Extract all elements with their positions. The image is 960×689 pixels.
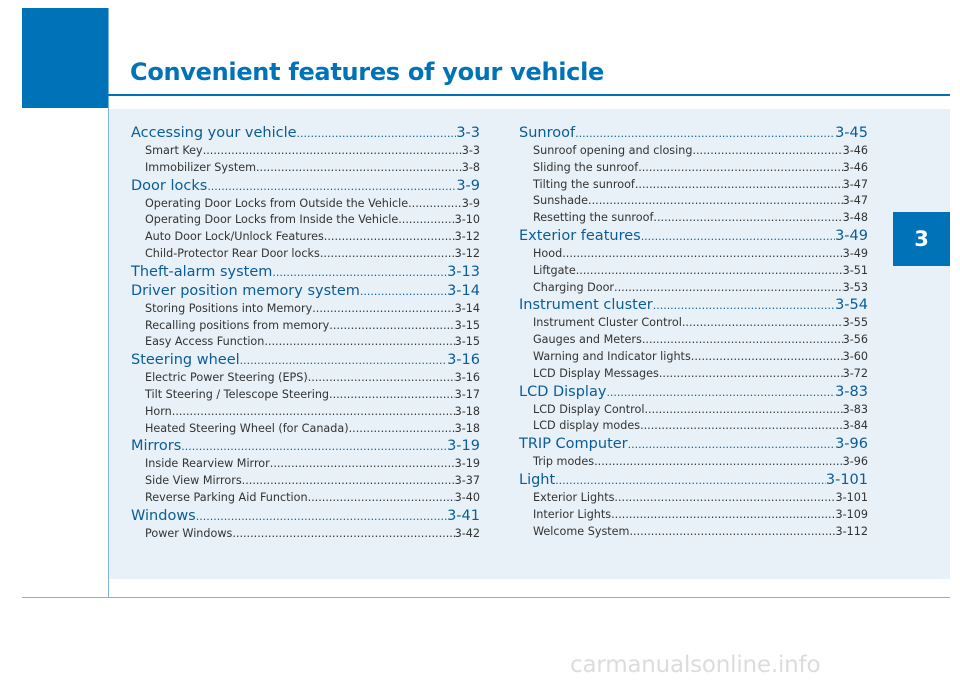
toc-leader-dots (640, 418, 843, 435)
toc-subitem-entry[interactable] (519, 160, 868, 177)
toc-leader-dots (408, 196, 462, 213)
toc-section-entry[interactable] (131, 282, 480, 301)
toc-subitem-entry[interactable] (131, 387, 480, 404)
toc-section-page: 3-101 (825, 471, 868, 488)
toc-subitem-entry[interactable] (131, 456, 480, 473)
toc-leader-dots (203, 143, 462, 160)
toc-leader-dots (629, 524, 835, 541)
toc-section-entry[interactable] (131, 351, 480, 370)
toc-section-entry[interactable] (131, 507, 480, 526)
toc-section-entry[interactable] (519, 124, 868, 143)
toc-leader-dots (653, 210, 842, 227)
toc-subitem-page: 3-9 (461, 196, 480, 210)
toc-subitem-title: Hood (533, 246, 563, 260)
toc-subitem-page: 3-60 (842, 349, 868, 363)
toc-leader-dots (653, 296, 835, 315)
toc-subitem-page: 3-53 (842, 280, 868, 294)
toc-subitem-entry[interactable] (131, 196, 480, 213)
toc-subitem-page: 3-47 (842, 177, 868, 191)
toc-subitem-page: 3-48 (842, 211, 868, 225)
toc-subitem-title: Heated Steering Wheel (for Canada) (145, 421, 349, 435)
toc-subitem-page: 3-109 (835, 507, 868, 521)
toc-leader-dots (242, 473, 455, 490)
toc-leader-dots (207, 177, 456, 196)
toc-subitem-entry[interactable] (131, 246, 480, 263)
toc-subitem-page: 3-15 (454, 318, 480, 332)
toc-subitem-title: Sliding the sunroof (533, 160, 639, 174)
toc-leader-dots (172, 404, 455, 421)
toc-subitem-title: Liftgate (533, 263, 576, 277)
toc-subitem-title: Auto Door Lock/Unlock Features (145, 230, 324, 244)
toc-section-page: 3-96 (835, 436, 868, 453)
toc-subitem-entry[interactable] (519, 454, 868, 471)
toc-subitem-entry[interactable] (131, 229, 480, 246)
toc-section-page: 3-19 (447, 438, 480, 455)
toc-section-title: TRIP Computer (519, 436, 628, 453)
toc-section-title: Sunroof (519, 125, 576, 141)
toc-section-entry[interactable] (131, 437, 480, 456)
toc-subitem-page: 3-17 (454, 387, 480, 401)
toc-subitem-entry[interactable] (131, 490, 480, 507)
toc-subitem-page: 3-8 (461, 160, 480, 174)
toc-subitem-title: Instrument Cluster Control (533, 316, 682, 330)
toc-subitem-title: Operating Door Locks from Outside the Vehicle (145, 196, 409, 210)
toc-leader-dots (628, 435, 835, 454)
toc-subitem-entry[interactable] (131, 318, 480, 335)
toc-subitem-title: Exterior Lights (533, 490, 615, 504)
toc-section-title: LCD Display (519, 383, 607, 400)
toc-section-title: Steering wheel (131, 352, 240, 369)
toc-column-left (131, 124, 480, 543)
toc-section-page: 3-13 (447, 263, 480, 280)
watermark-text: carmanualsonline.info (570, 652, 821, 678)
toc-section-title: Light (519, 471, 556, 488)
title-underline (108, 94, 950, 96)
toc-subitem-title: Recalling positions from memory (145, 318, 330, 332)
toc-subitem-page: 3-112 (835, 524, 868, 538)
toc-leader-dots (240, 351, 447, 370)
toc-subitem-title: Child-Protector Rear Door locks (145, 246, 320, 260)
toc-section-page: 3-9 (456, 177, 480, 194)
toc-subitem-page: 3-101 (835, 490, 868, 504)
toc-subitem-title: LCD Display Messages (533, 366, 659, 380)
toc-leader-dots (555, 471, 826, 490)
toc-section-title: Instrument cluster (519, 297, 653, 314)
toc-subitem-page: 3-15 (454, 335, 480, 349)
toc-leader-dots (614, 490, 835, 507)
toc-leader-dots (312, 301, 454, 318)
toc-subitem-entry[interactable] (131, 212, 480, 229)
toc-section-title: Exterior features (519, 227, 641, 244)
toc-subitem-page: 3-3 (461, 144, 480, 157)
toc-subitem-title: Charging Door (533, 280, 615, 294)
toc-section-page: 3-49 (835, 227, 868, 244)
toc-subitem-entry[interactable] (131, 370, 480, 387)
toc-subitem-title: Inside Rearview Mirror (145, 457, 270, 471)
toc-subitem-title: Tilting the sunroof (533, 177, 635, 191)
toc-leader-dots (659, 366, 843, 383)
toc-subitem-page: 3-96 (842, 455, 868, 469)
toc-subitem-entry[interactable] (519, 177, 868, 194)
toc-leader-dots (232, 526, 454, 543)
toc-subitem-title: Storing Positions into Memory (145, 301, 313, 315)
toc-subitem-title: Horn (145, 404, 172, 418)
toc-subitem-entry[interactable] (519, 246, 868, 263)
toc-subitem-page: 3-37 (454, 474, 480, 488)
toc-subitem-title: Gauges and Meters (533, 333, 642, 347)
toc-leader-dots (270, 456, 455, 473)
toc-subitem-title: Resetting the sunroof (533, 211, 654, 225)
toc-section-title: Door locks (131, 177, 208, 194)
toc-subitem-title: Welcome System (533, 524, 630, 538)
toc-subitem-page: 3-18 (454, 421, 480, 435)
toc-leader-dots (576, 263, 843, 280)
toc-subitem-page: 3-18 (454, 404, 480, 418)
toc-subitem-title: Operating Door Locks from Inside the Vehicle (145, 213, 399, 227)
toc-subitem-title: Side View Mirrors (145, 474, 242, 488)
toc-subitem-page: 3-16 (454, 371, 480, 385)
toc-section-entry[interactable] (519, 227, 868, 246)
toc-column-right (519, 124, 868, 540)
toc-subitem-entry[interactable] (131, 526, 480, 543)
toc-subitem-title: Trip modes (533, 455, 595, 469)
toc-subitem-page: 3-19 (454, 457, 480, 471)
toc-leader-dots (606, 383, 835, 402)
toc-subitem-entry[interactable] (519, 507, 868, 524)
header-color-block (22, 8, 108, 108)
toc-subitem-entry[interactable] (131, 334, 480, 351)
toc-subitem-page: 3-83 (842, 402, 868, 416)
toc-leader-dots (256, 160, 462, 177)
toc-section-entry[interactable] (131, 124, 480, 143)
toc-subitem-title: LCD display modes (533, 419, 641, 433)
toc-section-title: Mirrors (131, 438, 182, 455)
toc-section-page: 3-41 (447, 507, 480, 524)
toc-subitem-entry[interactable] (519, 263, 868, 280)
toc-leader-dots (349, 421, 455, 438)
toc-subitem-page: 3-14 (454, 301, 480, 315)
toc-subitem-entry[interactable] (131, 404, 480, 421)
toc-section-title: Windows (131, 507, 196, 524)
toc-section-page: 3-14 (447, 282, 480, 299)
toc-section-page: 3-16 (447, 352, 480, 369)
toc-section-entry[interactable] (519, 435, 868, 454)
toc-leader-dots (691, 349, 843, 366)
toc-subitem-entry[interactable] (519, 524, 868, 541)
toc-subitem-title: Immobilizer System (145, 160, 256, 174)
toc-leader-dots (692, 143, 842, 160)
toc-subitem-page: 3-12 (454, 230, 480, 244)
toc-subitem-title: Reverse Parking Aid Function (145, 490, 308, 504)
toc-leader-dots (308, 490, 455, 507)
toc-leader-dots (196, 507, 447, 526)
toc-subitem-title: LCD Display Control (533, 402, 645, 416)
toc-subitem-entry[interactable] (519, 193, 868, 210)
toc-subitem-title: Sunshade (533, 194, 589, 208)
toc-subitem-entry[interactable] (131, 143, 480, 160)
toc-leader-dots (297, 124, 457, 143)
toc-subitem-entry[interactable] (519, 315, 868, 332)
toc-leader-dots (641, 227, 835, 246)
toc-subitem-entry[interactable] (519, 402, 868, 419)
toc-section-entry[interactable] (519, 383, 868, 402)
toc-leader-dots (635, 177, 843, 194)
toc-subitem-entry[interactable] (519, 143, 868, 160)
toc-leader-dots (272, 263, 447, 282)
toc-subitem-page: 3-55 (842, 316, 868, 330)
toc-subitem-title: Tilt Steering / Telescope Steering (145, 387, 330, 401)
toc-subitem-title: Easy Access Function (145, 335, 265, 349)
toc-leader-dots (324, 229, 455, 246)
toc-leader-dots (575, 124, 835, 143)
toc-subitem-page: 3-46 (842, 160, 868, 174)
toc-subitem-page: 3-84 (842, 419, 868, 433)
toc-subitem-page: 3-12 (454, 246, 480, 260)
toc-leader-dots (360, 282, 447, 301)
toc-subitem-page: 3-72 (842, 366, 868, 380)
toc-leader-dots (320, 246, 455, 263)
toc-subitem-entry[interactable] (519, 366, 868, 383)
toc-subitem-page: 3-51 (842, 263, 868, 277)
toc-subitem-title: Power Windows (145, 526, 233, 540)
toc-subitem-entry[interactable] (131, 473, 480, 490)
toc-section-entry[interactable] (519, 296, 868, 315)
toc-subitem-title: Smart Key (145, 144, 203, 157)
toc-subitem-page: 3-40 (454, 490, 480, 504)
toc-section-page: 3-83 (835, 383, 868, 400)
toc-subitem-entry[interactable] (131, 421, 480, 438)
toc-subitem-page: 3-46 (842, 144, 868, 157)
toc-subitem-entry[interactable] (519, 418, 868, 435)
toc-subitem-page: 3-42 (454, 526, 480, 540)
toc-section-title: Driver position memory system (131, 282, 360, 299)
toc-section-entry[interactable] (519, 471, 868, 490)
toc-section-title: Accessing your vehicle (131, 125, 297, 141)
toc-subitem-entry[interactable] (131, 160, 480, 177)
toc-subitem-entry[interactable] (519, 210, 868, 227)
toc-leader-dots (638, 160, 842, 177)
toc-subitem-entry[interactable] (519, 280, 868, 297)
toc-leader-dots (329, 318, 454, 335)
toc-section-page: 3-3 (456, 125, 480, 141)
toc-leader-dots (308, 370, 455, 387)
toc-section-page: 3-45 (835, 125, 868, 141)
toc-leader-dots (594, 454, 843, 471)
toc-subitem-title: Sunroof opening and closing (533, 144, 693, 157)
toc-subitem-page: 3-56 (842, 333, 868, 347)
toc-leader-dots (398, 212, 454, 229)
toc-subitem-entry[interactable] (519, 490, 868, 507)
chapter-tab[interactable]: 3 (893, 212, 950, 266)
toc-subitem-entry[interactable] (519, 349, 868, 366)
toc-subitem-entry[interactable] (519, 332, 868, 349)
toc-leader-dots (329, 387, 455, 404)
toc-leader-dots (588, 193, 843, 210)
toc-leader-dots (644, 402, 842, 419)
toc-leader-dots (611, 507, 835, 524)
toc-subitem-page: 3-10 (454, 213, 480, 227)
toc-leader-dots (562, 246, 842, 263)
toc-leader-dots (614, 280, 843, 297)
page-title: Convenient features of your vehicle (130, 58, 605, 86)
toc-section-title: Theft-alarm system (131, 263, 273, 280)
toc-subitem-title: Electric Power Steering (EPS) (145, 371, 308, 385)
toc-leader-dots (642, 332, 843, 349)
toc-leader-dots (181, 437, 447, 456)
toc-subitem-page: 3-47 (842, 194, 868, 208)
toc-leader-dots (264, 334, 454, 351)
toc-subitem-page: 3-49 (842, 246, 868, 260)
toc-subitem-title: Warning and Indicator lights (533, 349, 691, 363)
bottom-rule (22, 597, 950, 598)
toc-section-entry[interactable] (131, 263, 480, 282)
toc-section-entry[interactable] (131, 177, 480, 196)
toc-leader-dots (682, 315, 843, 332)
toc-subitem-title: Interior Lights (533, 507, 612, 521)
toc-subitem-entry[interactable] (131, 301, 480, 318)
toc-section-page: 3-54 (835, 297, 868, 314)
